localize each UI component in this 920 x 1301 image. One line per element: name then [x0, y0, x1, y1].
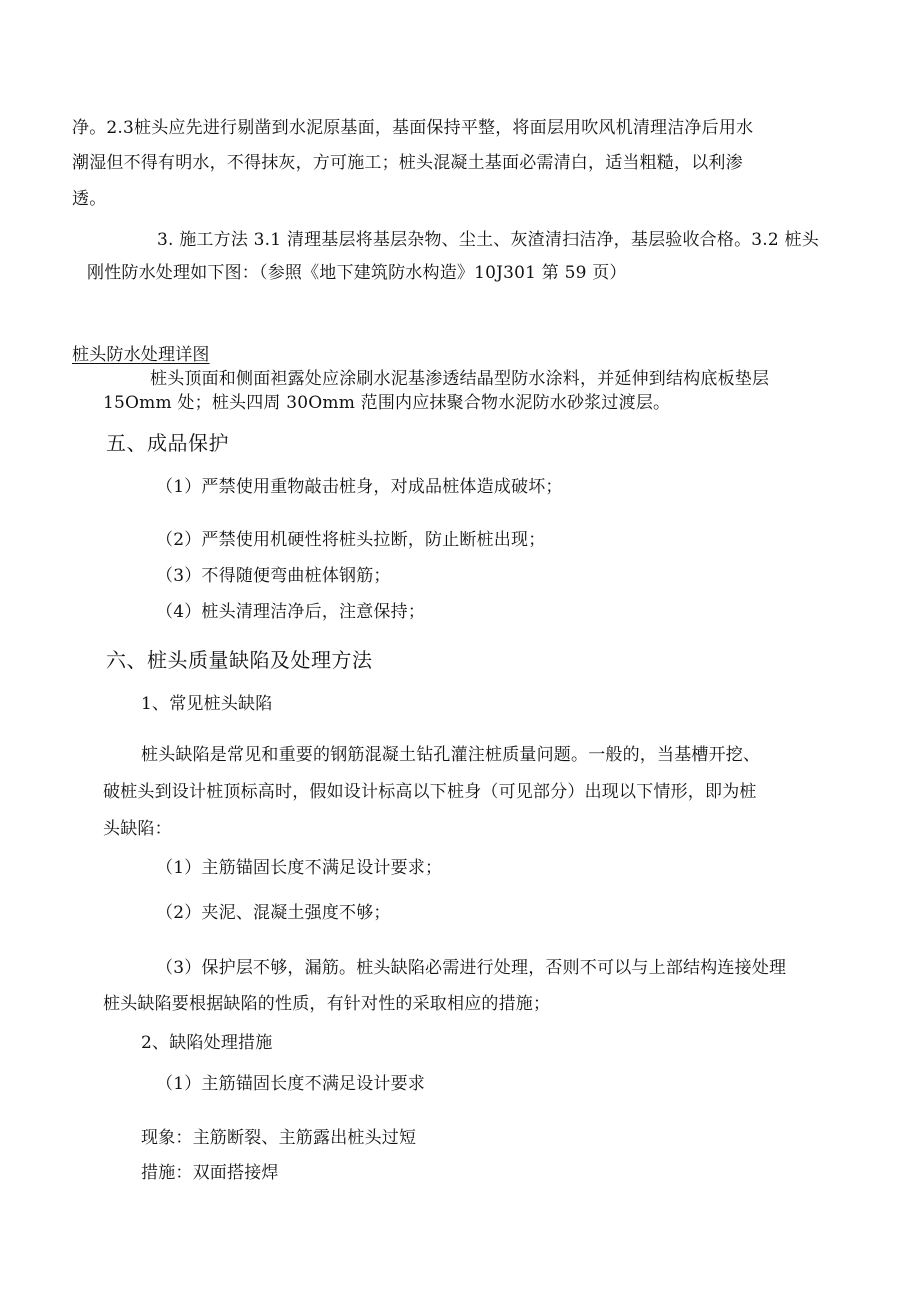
paragraph-line: 桩头顶面和侧面袒露处应涂刷水泥基渗透结晶型防水涂料，并延伸到结构底板垫层	[150, 369, 770, 389]
paragraph-line: 破桩头到设计桩顶标高时，假如设计标高以下桩身（可见部分）出现以下情形，即为桩	[103, 782, 757, 802]
subsection-heading: 2、缺陷处理措施	[141, 1033, 273, 1053]
section-heading: 五、成品保护	[106, 431, 229, 455]
paragraph-line: 头缺陷：	[103, 819, 172, 839]
paragraph-line: 净。2.3桩头应先进行剔凿到水泥原基面，基面保持平整，将面层用吹风机清理洁净后用水	[72, 118, 754, 138]
section-heading: 六、桩头质量缺陷及处理方法	[106, 648, 373, 672]
list-item: （1）主筋锚固长度不满足设计要求	[156, 1074, 426, 1094]
paragraph-line: 3. 施工方法 3.1 清理基层将基层杂物、尘土、灰渣清扫洁净，基层验收合格。3.2 桩头	[157, 230, 819, 250]
list-item: （4）桩头清理洁净后，注意保持；	[156, 602, 426, 622]
list-item: （3）不得随便弯曲桩体钢筋；	[156, 566, 391, 586]
paragraph-line: 桩头缺陷要根据缺陷的性质，有针对性的采取相应的措施；	[103, 994, 551, 1014]
paragraph-line: 潮湿但不得有明水，不得抹灰，方可施工；桩头混凝土基面必需清白，适当粗糙，以利渗	[72, 153, 743, 173]
paragraph-line: 刚性防水处理如下图：（参照《地下建筑防水构造》10J301 第 59 页）	[87, 263, 627, 283]
list-item: （2）夹泥、混凝土强度不够；	[156, 903, 391, 923]
paragraph-line: 措施：双面搭接焊	[141, 1163, 279, 1183]
list-item: （1）主筋锚固长度不满足设计要求；	[156, 858, 443, 878]
paragraph-line: 透。	[72, 189, 107, 209]
paragraph-line: 15Omm 处；桩头四周 30Omm 范围内应抹聚合物水泥防水砂浆过渡层。	[103, 393, 671, 413]
list-item: （1）严禁使用重物敲击桩身，对成品桩体造成破坏；	[156, 477, 563, 497]
paragraph-line: （3）保护层不够，漏筋。桩头缺陷必需进行处理，否则不可以与上部结构连接处理	[156, 958, 787, 978]
paragraph-line: 现象：主筋断裂、主筋露出桩头过短	[141, 1128, 417, 1148]
list-item: （2）严禁使用机硬性将桩头拉断，防止断桩出现；	[156, 530, 546, 550]
paragraph-line: 桩头缺陷是常见和重要的钢筋混凝土钻孔灌注桩质量问题。一般的，当基槽开挖、	[141, 745, 761, 765]
figure-caption: 桩头防水处理详图	[72, 345, 210, 365]
subsection-heading: 1、常见桩头缺陷	[141, 694, 273, 714]
